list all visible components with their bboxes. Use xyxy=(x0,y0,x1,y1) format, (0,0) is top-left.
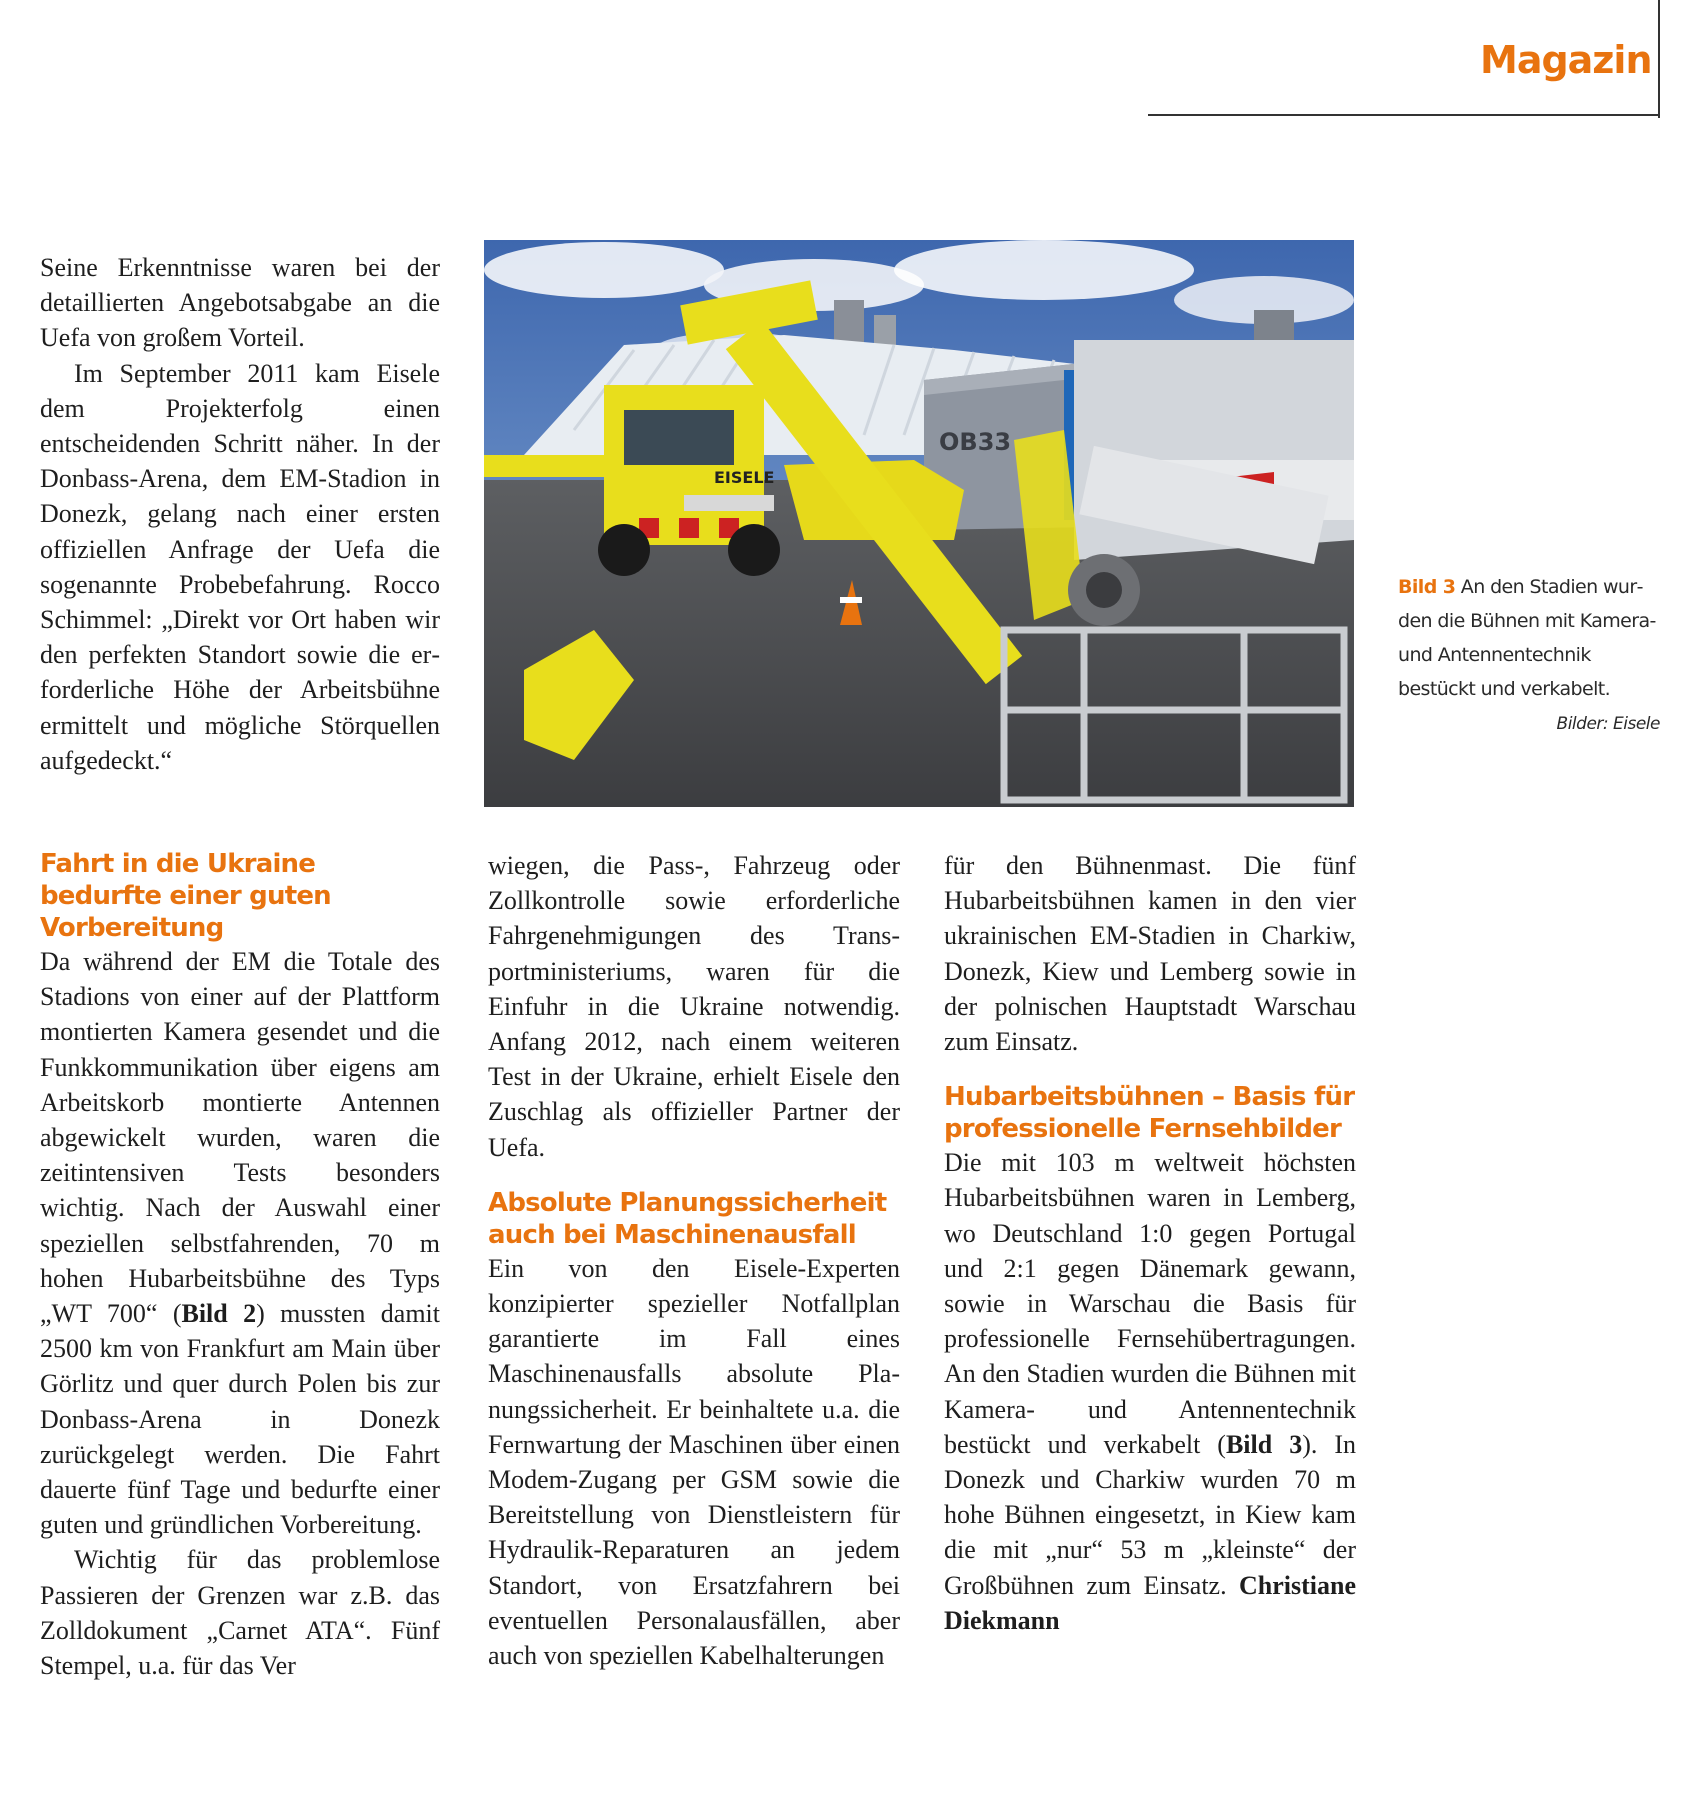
subheading: Absolute Planungssicherheit auch bei Maschinenausfall xyxy=(488,1187,887,1250)
figure-caption-text: An den Stadien wurden die Bühnen mit Kamera- und Antennentechnik bestückt und verkabelt. xyxy=(1398,576,1656,700)
section-title: Magazin xyxy=(1480,38,1652,82)
paragraph: Im September 2011 kam Eisele dem Projekterfolg einen entscheidenden Schritt näher. In der Donbass-Arena, dem EM-Stadion in Donezk, gelang nach einer ersten offiziellen Anfrage der Uefa die sogenannte Probebefahrung. Rocco Schimmel: „Direkt vor Ort haben wir den perfekten Standort sowie die erforderliche Höhe der Arbeitsbühne ermittelt und mögliche Störquellen aufgedeckt.“ xyxy=(40,358,440,775)
paragraph: Wichtig für das problemlose Passieren der Grenzen war z.B. das Zolldokument „Carnet ATA“. Fünf Stempel, u.a. für das Ver xyxy=(40,1545,440,1681)
paragraph: Da während der EM die Totale des Stadions von einer auf der Plattform montierten Kamera gesendet und die Funkkommunikation über eigens am Arbeitskorb montierte Antennen abgewickelt wurden, waren die zeitintensiven Tests besonders wichtig. Nach der Auswahl einer speziellen selbstfahrenden, 70 m hohen Hubarbeitsbühne des Typs „WT 700“ (Bild 2) mussten damit 2500 km von Frankfurt am Main über Görlitz und quer durch Polen bis zur Donbass-Arena in Donezk zurückgelegt werden. Die Fahrt dauerte fünf Tage und bedurfte einer guten und gründlichen Vorbereitung. xyxy=(40,947,440,1540)
header-vertical-rule xyxy=(1658,0,1660,118)
figure-credit: Bilder: Eisele xyxy=(1556,714,1660,734)
photo-stadium-aerial-platform xyxy=(484,240,1354,807)
figure-label: Bild 3 xyxy=(1398,576,1456,598)
header-rule xyxy=(1148,114,1658,116)
column-1 xyxy=(40,848,440,1683)
figure-reference: Bild 2 xyxy=(181,1299,257,1329)
paragraph: für den Bühnenmast. Die fünf Hubarbeitsbühnen kamen in den vier ukrainischen EM-Stadien in Charkiw, Donezk, Kiew und Lemberg sowie in der polnischen Hauptstadt Warschau zum Einsatz. xyxy=(944,851,1356,1057)
author-name: Christiane Diekmann xyxy=(944,1570,1357,1635)
subheading: Hubarbeitsbühnen – Basis für professionelle Fernsehbilder xyxy=(944,1082,1355,1145)
trailer-label: OB33 xyxy=(939,428,1012,456)
paragraph: Seine Erkenntnisse waren bei der detaillierten Angebotsabgabe an die Uefa von großem Vorteil. xyxy=(40,253,440,353)
figure-reference: Bild 3 xyxy=(1225,1429,1303,1459)
paragraph: Ein von den Eisele-Experten konzipierter spezieller Notfallplan garantierte im Fall eines Maschinenausfalls absolute Planungssicherheit. Er beinhaltete u.a. die Fernwartung der Maschinen über einen Modem-Zugang per GSM sowie die Bereitstellung von Dienstleistern für Hydraulik-Reparaturen an jedem Standort, von Ersatzfahrern bei eventuellen Personalausfällen, aber auch von speziellen Kabelhalterungen xyxy=(488,1253,900,1671)
figure-caption xyxy=(1398,570,1660,706)
column-2 xyxy=(488,848,900,1673)
subheading: Fahrt in die Ukraine bedurfte einer guten Vorbereitung xyxy=(40,849,331,943)
paragraph: Die mit 103 m weltweit höchsten Hubarbeitsbühnen waren in Lemberg, wo Deutschland 1:0 gegen Portugal und 2:1 gegen Dänemark gewann, sowie in Warschau die Basis für professionelle Fernsehübertragungen. An den Stadien wurden die Bühnen mit Kamera- und Antennentechnik bestückt und verkabelt (Bild 3). In Donezk und Charkiw wurden 70 m hohe Bühnen eingesetzt, in Kiew kam die mit „nur“ 53 m „kleinste“ der Großbühnen zum Einsatz. Christiane Diekmann xyxy=(944,1148,1357,1635)
truck-logo: EISELE xyxy=(714,468,775,487)
paragraph: wiegen, die Pass-, Fahrzeug oder Zollkontrolle sowie erforderliche Fahrgenehmigungen des Transportministeriums, waren für die Einfuhr in die Ukraine notwendig. Anfang 2012, nach einem weiteren Test in der Ukraine, erhielt Eisele den Zuschlag als offizieller Partner der Uefa. xyxy=(488,851,900,1162)
column-3 xyxy=(944,848,1356,1638)
column-1-intro xyxy=(40,250,440,778)
